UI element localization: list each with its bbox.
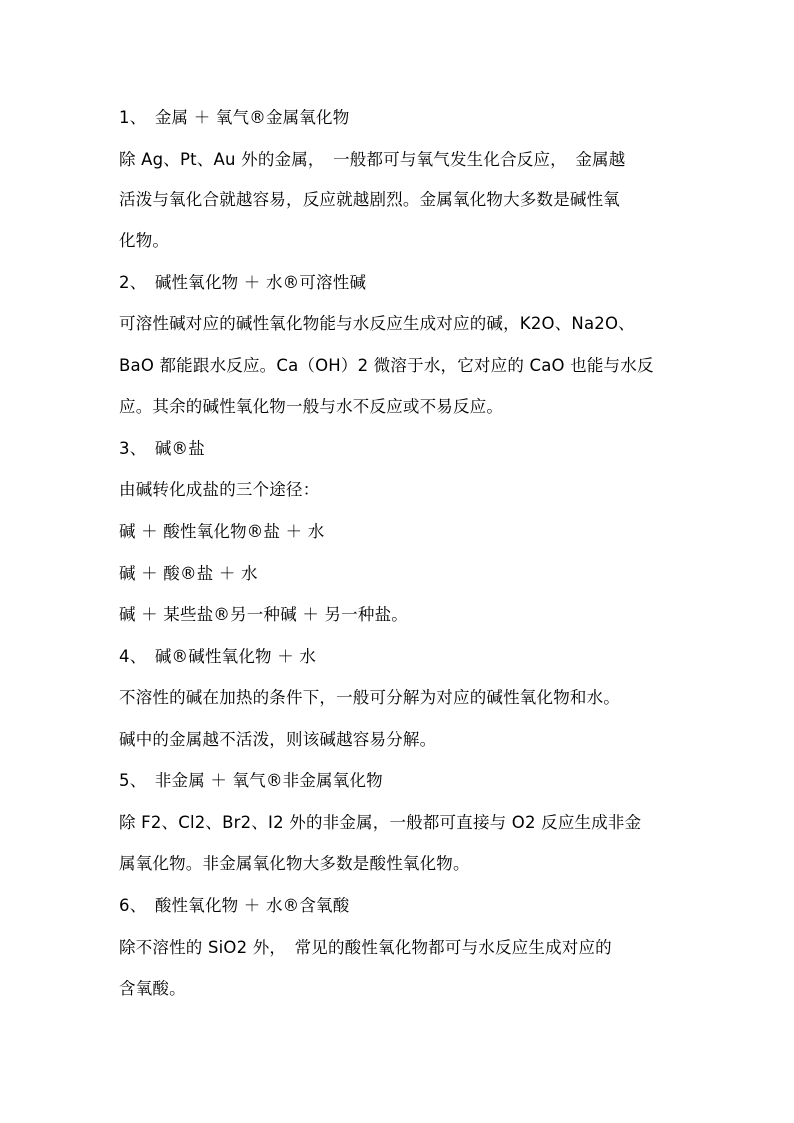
reaction-line: 碱 ＋ 酸性氧化物®盐 ＋ 水 (119, 522, 325, 541)
paragraph-line: 不溶性的碱在加热的条件下，一般可分解为对应的碱性氧化物和水。 (119, 688, 620, 707)
paragraph-line: 碱中的金属越不活泼，则该碱越容易分解。 (119, 730, 437, 749)
heading-5: 5、 非金属 ＋ 氧气®非金属氧化物 (119, 771, 383, 790)
heading-4: 4、 碱®碱性氧化物 ＋ 水 (119, 647, 317, 666)
paragraph-line: 除不溶性的 SiO2 外， 常见的酸性氧化物都可与水反应生成对应的 (119, 938, 612, 957)
paragraph-line: 由碱转化成盐的三个途径： (119, 480, 320, 499)
paragraph-line: 化物。 (119, 231, 170, 250)
paragraph-line: 除 F2、Cl2、Br2、I2 外的非金属，一般都可直接与 O2 反应生成非金 (119, 813, 642, 832)
paragraph-line: 活泼与氧化合就越容易，反应就越剧烈。金属氧化物大多数是碱性氧 (119, 190, 620, 209)
heading-1: 1、 金属 ＋ 氧气®金属氧化物 (119, 108, 350, 127)
heading-3: 3、 碱®盐 (119, 439, 205, 458)
paragraph-line: 应。其余的碱性氧化物一般与水不反应或不易反应。 (119, 397, 504, 416)
heading-6: 6、 酸性氧化物 ＋ 水®含氧酸 (119, 896, 350, 915)
paragraph-line: 除 Ag、Pt、Au 外的金属， 一般都可与氧气发生化合反应， 金属越 (119, 150, 626, 169)
paragraph-line: 属氧化物。非金属氧化物大多数是酸性氧化物。 (119, 854, 470, 873)
reaction-line: 碱 ＋ 酸®盐 ＋ 水 (119, 564, 258, 583)
paragraph-line: 可溶性碱对应的碱性氧化物能与水反应生成对应的碱，K2O、Na2O、 (119, 314, 635, 333)
paragraph-line: 含氧酸。 (119, 979, 186, 998)
heading-2: 2、 碱性氧化物 ＋ 水®可溶性碱 (119, 273, 367, 292)
paragraph-line: BaO 都能跟水反应。Ca（OH）2 微溶于水，它对应的 CaO 也能与水反 (119, 356, 654, 375)
reaction-line: 碱 ＋ 某些盐®另一种碱 ＋ 另一种盐。 (119, 605, 408, 624)
